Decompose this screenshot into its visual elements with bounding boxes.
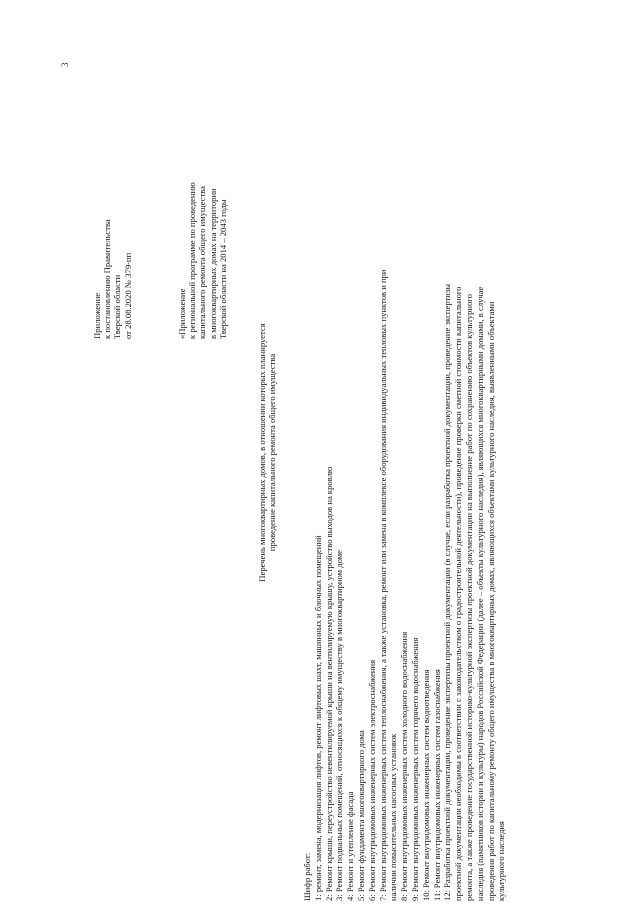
list-item: проведения работ по капитальному ремонту общего имущества в многоквартирных домах, являющихся объектами культурного наследия, выявленными объектами — [485, 301, 496, 901]
appendix-line: Приложение — [92, 292, 102, 339]
list-item: 10: Ремонт внутридомовых инженерных систем водоотведения — [420, 669, 431, 901]
list-item: 9: Ремонт внутридомовых инженерных систем горячего водоснабжения — [409, 637, 420, 901]
page-number: 3 — [60, 62, 70, 67]
list-heading: Шифр работ: — [302, 852, 312, 901]
list-item: культурного наследия — [496, 821, 507, 901]
list-item: наследия (памятников истории и культуры) народов Российской Федерации (далее – объекты культурного наследия), являющихся многоквартирными домами, в случае — [474, 286, 485, 901]
list-item: 2: Ремонт крыши, переустройство невентилируемой крыши на вентилируемую крышу, устройство выходов на кровлю — [323, 466, 334, 901]
document-title — [257, 0, 277, 905]
list-item: проектной документации необходимы в соответствии с законодательством о градостроительной деятельности), проведение проверки сметной стоимости капитального — [453, 286, 464, 901]
list-item: 11: Ремонт внутридомовых инженерных систем газоснабжения — [431, 669, 442, 901]
list-item: 12: Разработка проектной документации, проведение экспертизы проектной документации (в случае, если разработка проектной документации, проведение экспертизы — [442, 283, 453, 901]
title-line: проведение капитального ремонта общего имущества — [267, 353, 278, 552]
list-item: наличии повысительных насосных установок — [388, 733, 399, 901]
program-line: в многоквартирных домах на территории — [207, 188, 218, 339]
list-item: 4: Ремонт и утепление фасада — [345, 791, 356, 901]
list-item: 8: Ремонт внутридомовых инженерных систем холодного водоснабжения — [399, 631, 410, 901]
list-item: 3: Ремонт подвальных помещений, относящихся к общему имуществу в многоквартирном доме — [334, 550, 345, 901]
list-item: ремонта, а также проведение государственной историко-культурной экспертизы проектной документации на выполнение работ по сохранению объектов культурного — [463, 294, 474, 901]
title-line: Перечень многоквартирных домов, в отношении которых планируется — [257, 323, 267, 582]
list-item: 1: ремонт, замена, модернизация лифтов, ремонт лифтовых шахт, машинных и блочных помещений — [312, 535, 323, 901]
program-line: капитального ремонта общего имущества — [197, 186, 208, 339]
works-code-list — [302, 270, 507, 901]
list-item: 7: Ремонт внутридомовых инженерных систем теплоснабжения, а также установка, ремонт или замена в комплексе оборудования индивидуальных тепловых пунктов и при — [377, 269, 388, 901]
program-line: «Приложение — [177, 288, 187, 339]
program-line: к региональной программе по проведению — [187, 182, 198, 339]
list-item: 6: Ремонт внутридомовых инженерных систем электроснабжения — [366, 659, 377, 901]
appendix-line: Тверской области — [112, 274, 123, 339]
appendix-line: от 28.08.2020 № 379-пп — [122, 252, 133, 339]
program-line: Тверской области на 2014 – 2043 годы — [217, 199, 228, 339]
appendix-line: к постановлению Правительства — [102, 219, 113, 339]
appendix-header — [92, 219, 133, 339]
program-reference — [177, 182, 228, 339]
list-item: 5: Ремонт фундамента многоквартирного дома — [355, 730, 366, 901]
